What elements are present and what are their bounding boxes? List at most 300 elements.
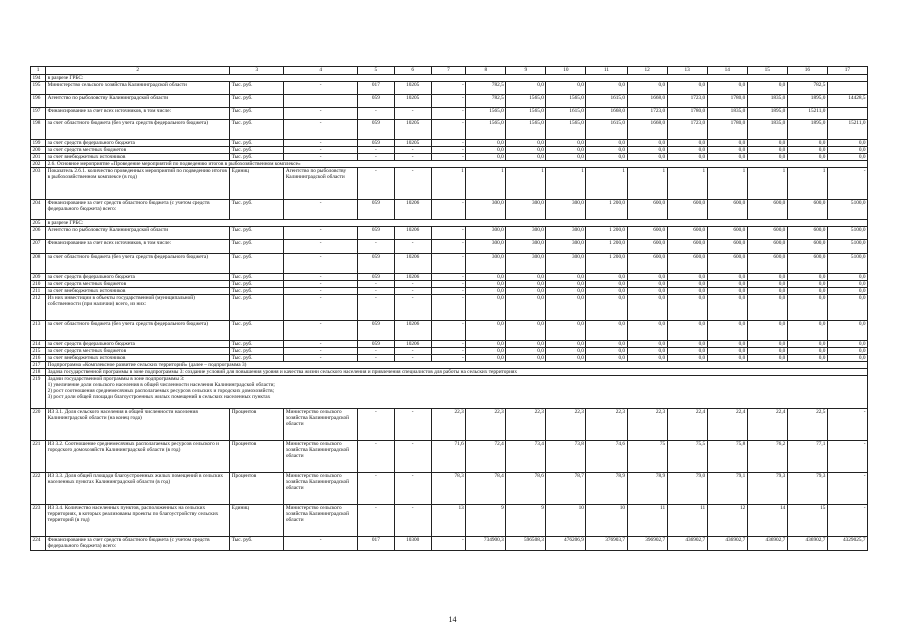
indicator-name-cell: Показатель 2.6.1. количество проведенных мероприятий по подведению итогов в рыбохозяйственном комплексе (в год) xyxy=(46,168,230,200)
section-heading: Задача государственной программы в зоне подпрограммы 3: создание условий для повышения уровня и качества жизни сельского населения и привлечения специалистов для работы на сельских территориях xyxy=(46,369,868,376)
table-row xyxy=(31,147,868,154)
value-cell: 0,0 xyxy=(546,295,586,321)
base-value-cell: - xyxy=(431,200,466,220)
value-cell: 0,0 xyxy=(667,140,707,147)
value-cell: 1 xyxy=(787,168,827,200)
value-cell: 1 200,0 xyxy=(586,200,627,220)
table-row xyxy=(31,341,868,348)
value-cell: 76,2 xyxy=(747,441,787,473)
row-number: 212 xyxy=(31,295,46,321)
total-cell: - xyxy=(827,168,867,200)
table-row xyxy=(31,355,868,362)
base-value-cell: - xyxy=(431,341,466,348)
indicator-name-cell: Финансирование за счет всех источников, в том числе: xyxy=(46,240,230,254)
value-cell: 0,0 xyxy=(506,147,546,154)
program-table xyxy=(30,66,868,551)
unit-cell: Тыс. руб. xyxy=(230,355,284,362)
table-row xyxy=(31,254,868,274)
value-cell: 600,0 xyxy=(787,240,827,254)
indicator-name-cell: за счет средств местных бюджетов xyxy=(46,147,230,154)
value-cell: 22,3 xyxy=(506,409,546,441)
base-value-cell: - xyxy=(431,254,466,274)
value-cell: 1565,0 xyxy=(546,95,586,108)
indicator-name-cell: Министерство сельского хозяйства Калининградской области xyxy=(46,82,230,95)
indicator-name-cell: ИЗ 3.2. Соотношение среднемесячных располагаемых ресурсов сельского и городского домохозяйств Калининградской области (в год) xyxy=(46,441,230,473)
table-row xyxy=(31,409,868,441)
value-cell: 300,0 xyxy=(466,200,506,220)
value-cell: 0,0 xyxy=(627,82,667,95)
value-cell: 0,0 xyxy=(667,295,707,321)
value-cell: 0,0 xyxy=(667,288,707,295)
grbs-code-cell: 059 xyxy=(357,140,394,147)
value-cell: 0,0 xyxy=(747,140,787,147)
value-cell: 0,0 xyxy=(747,355,787,362)
grbs-code-cell: - xyxy=(357,281,394,288)
value-cell: 0,0 xyxy=(546,147,586,154)
value-cell: 78,9 xyxy=(586,473,627,505)
row-number: 202 xyxy=(31,161,46,168)
value-cell: 1835,0 xyxy=(707,108,747,120)
unit-cell: Тыс. руб. xyxy=(230,95,284,108)
value-cell: 300,0 xyxy=(506,240,546,254)
row-number: 223 xyxy=(31,505,46,537)
section-heading: в разрезе ГРБС: xyxy=(46,75,868,82)
value-cell: 1 xyxy=(546,168,586,200)
budget-code-cell: 10206 xyxy=(394,341,431,348)
executor-cell: - xyxy=(284,227,358,240)
table-row xyxy=(31,161,868,168)
value-cell: 300,0 xyxy=(546,240,586,254)
total-cell: 0,0 xyxy=(827,154,867,161)
value-cell: 1615,0 xyxy=(546,108,586,120)
value-cell: 0,0 xyxy=(506,281,546,288)
row-number: 211 xyxy=(31,288,46,295)
table-row xyxy=(31,140,868,147)
row-number: 197 xyxy=(31,108,46,120)
value-cell: 0,0 xyxy=(586,140,627,147)
unit-cell: Процентов xyxy=(230,441,284,473)
executor-cell: - xyxy=(284,200,358,220)
column-number: 3 xyxy=(230,67,284,75)
value-cell: 600,0 xyxy=(707,240,747,254)
unit-cell: Тыс. руб. xyxy=(230,295,284,321)
budget-code-cell: - xyxy=(394,355,431,362)
value-cell: 1615,0 xyxy=(586,95,627,108)
value-cell: 0,0 xyxy=(707,154,747,161)
value-cell: 0,0 xyxy=(787,341,827,348)
base-value-cell: - xyxy=(431,82,466,95)
value-cell: 300,0 xyxy=(466,227,506,240)
unit-cell: Тыс. руб. xyxy=(230,341,284,348)
total-cell: 0,0 xyxy=(827,341,867,348)
value-cell: 79,3 xyxy=(747,473,787,505)
value-cell: 12 xyxy=(707,505,747,537)
grbs-code-cell: - xyxy=(357,154,394,161)
budget-code-cell: - xyxy=(394,295,431,321)
grbs-code-cell: - xyxy=(357,288,394,295)
value-cell: 0,0 xyxy=(506,154,546,161)
grbs-code-cell: - xyxy=(357,295,394,321)
indicator-name-cell: Финансирование за счет средств областного бюджета (с учетом средств федерального бюджета) всего: xyxy=(46,200,230,220)
value-cell: 476206,9 xyxy=(546,537,586,551)
budget-code-cell: 10206 xyxy=(394,274,431,281)
total-cell: 5100,0 xyxy=(827,227,867,240)
row-number: 215 xyxy=(31,348,46,355)
indicator-name-cell: Финансирование за счет всех источников, в том числе: xyxy=(46,108,230,120)
value-cell: 0,0 xyxy=(707,355,747,362)
table-row xyxy=(31,168,868,200)
total-cell: 4329025,7 xyxy=(827,537,867,551)
unit-cell: Процентов xyxy=(230,473,284,505)
value-cell: 0,0 xyxy=(546,321,586,341)
row-number: 220 xyxy=(31,409,46,441)
column-number: 9 xyxy=(506,67,546,75)
value-cell: 22,4 xyxy=(667,409,707,441)
value-cell: 0,0 xyxy=(466,147,506,154)
value-cell: 300,0 xyxy=(546,200,586,220)
total-cell: 0,0 xyxy=(827,295,867,321)
row-number: 219 xyxy=(31,376,46,409)
value-cell: 0,0 xyxy=(787,321,827,341)
value-cell: 79,3 xyxy=(787,473,827,505)
value-cell: 1780,0 xyxy=(707,120,747,140)
value-cell: 0,0 xyxy=(546,341,586,348)
base-value-cell: - xyxy=(431,154,466,161)
base-value-cell: - xyxy=(431,355,466,362)
value-cell: 73,8 xyxy=(546,441,586,473)
budget-code-cell: - xyxy=(394,348,431,355)
budget-code-cell: 10205 xyxy=(394,82,431,95)
executor-cell: - xyxy=(284,274,358,281)
value-cell: 300,0 xyxy=(506,200,546,220)
total-cell: - xyxy=(827,441,867,473)
total-cell: - xyxy=(827,409,867,441)
value-cell: 0,0 xyxy=(747,348,787,355)
unit-cell: Тыс. руб. xyxy=(230,82,284,95)
base-value-cell: - xyxy=(431,240,466,254)
value-cell: 0,0 xyxy=(546,288,586,295)
value-cell: 0,0 xyxy=(506,274,546,281)
executor-cell: - xyxy=(284,348,358,355)
value-cell: 0,0 xyxy=(466,281,506,288)
value-cell: 0,0 xyxy=(586,355,627,362)
value-cell: 78,7 xyxy=(546,473,586,505)
total-cell: 5100,0 xyxy=(827,240,867,254)
base-value-cell: 78,3 xyxy=(431,473,466,505)
table-body xyxy=(31,67,868,551)
value-cell: 0,0 xyxy=(506,295,546,321)
row-number: 213 xyxy=(31,321,46,341)
value-cell: 0,0 xyxy=(546,281,586,288)
grbs-code-cell: 059 xyxy=(357,254,394,274)
value-cell: 0,0 xyxy=(667,321,707,341)
executor-cell: - xyxy=(284,108,358,120)
table-row xyxy=(31,362,868,369)
value-cell: 0,0 xyxy=(466,154,506,161)
value-cell: 0,0 xyxy=(787,348,827,355)
budget-code-cell: - xyxy=(394,108,431,120)
executor-cell: - xyxy=(284,281,358,288)
header-row xyxy=(31,67,868,75)
indicator-name-cell: за счет средств местных бюджетов xyxy=(46,281,230,288)
column-number: 10 xyxy=(546,67,586,75)
grbs-code-cell: - xyxy=(357,147,394,154)
budget-code-cell: 10206 xyxy=(394,321,431,341)
value-cell: 1 200,0 xyxy=(586,227,627,240)
unit-cell: Тыс. руб. xyxy=(230,348,284,355)
executor-cell: - xyxy=(284,288,358,295)
total-cell xyxy=(827,108,867,120)
value-cell: 0,0 xyxy=(707,288,747,295)
value-cell: 1565,0 xyxy=(546,120,586,140)
value-cell: 0,0 xyxy=(667,274,707,281)
row-number: 194 xyxy=(31,75,46,82)
base-value-cell: - xyxy=(431,281,466,288)
value-cell: 14 xyxy=(747,505,787,537)
value-cell: 0,0 xyxy=(506,288,546,295)
value-cell: 22,4 xyxy=(747,409,787,441)
value-cell: 11 xyxy=(667,505,707,537)
grbs-code-cell: - xyxy=(357,168,394,200)
value-cell: 15 xyxy=(787,505,827,537)
unit-cell: Тыс. руб. xyxy=(230,321,284,341)
table-row xyxy=(31,348,868,355)
value-cell: 78,9 xyxy=(627,473,667,505)
table-row xyxy=(31,281,868,288)
value-cell: 10 xyxy=(586,505,627,537)
section-heading: 2.6. Основное мероприятие «Проведение мероприятий по подведению итогов в рыбохозяйственном комплексе» xyxy=(46,161,868,168)
table-row xyxy=(31,441,868,473)
total-cell: 15211,0 xyxy=(827,120,867,140)
value-cell: 9 xyxy=(506,505,546,537)
executor-cell: - xyxy=(284,240,358,254)
value-cell: 0,0 xyxy=(747,147,787,154)
budget-code-cell: - xyxy=(394,240,431,254)
executor-cell: - xyxy=(284,355,358,362)
value-cell: 22,3 xyxy=(466,409,506,441)
value-cell: 1 xyxy=(466,168,506,200)
base-value-cell: 71,6 xyxy=(431,441,466,473)
value-cell: 1565,0 xyxy=(466,108,506,120)
value-cell: 1 xyxy=(627,168,667,200)
table-row xyxy=(31,227,868,240)
indicator-name-cell: ИЗ 3.1. Доля сельского населения в общей численности населения Калининградской области (на конец года) xyxy=(46,409,230,441)
column-number: 1 xyxy=(31,67,46,75)
value-cell: 0,0 xyxy=(787,355,827,362)
value-cell: 1565,0 xyxy=(506,95,546,108)
row-number: 208 xyxy=(31,254,46,274)
indicator-name-cell: за счет областного бюджета (без учета средств федерального бюджета) xyxy=(46,120,230,140)
row-number: 196 xyxy=(31,95,46,108)
value-cell: 300,0 xyxy=(506,254,546,274)
base-value-cell: - xyxy=(431,108,466,120)
executor-cell: - xyxy=(284,147,358,154)
value-cell: 0,0 xyxy=(466,355,506,362)
base-value-cell: 22,3 xyxy=(431,409,466,441)
budget-code-cell: - xyxy=(394,147,431,154)
table-row xyxy=(31,288,868,295)
value-cell: 0,0 xyxy=(667,281,707,288)
value-cell: 22,3 xyxy=(586,409,627,441)
unit-cell: Тыс. руб. xyxy=(230,281,284,288)
executor-cell: - xyxy=(284,254,358,274)
base-value-cell: - xyxy=(431,288,466,295)
table-row xyxy=(31,295,868,321)
value-cell: 0,0 xyxy=(747,274,787,281)
row-number: 206 xyxy=(31,227,46,240)
unit-cell: Тыс. руб. xyxy=(230,108,284,120)
grbs-code-cell: - xyxy=(357,409,394,441)
value-cell: 600,0 xyxy=(627,227,667,240)
value-cell: 600,0 xyxy=(787,254,827,274)
budget-code-cell: - xyxy=(394,288,431,295)
value-cell: 72,4 xyxy=(466,441,506,473)
indicator-name-cell: за счет областного бюджета (без учета средств федерального бюджета) xyxy=(46,254,230,274)
column-number: 12 xyxy=(627,67,667,75)
grbs-code-cell: 017 xyxy=(357,537,394,551)
value-cell: 600,0 xyxy=(747,254,787,274)
unit-cell: Тыс. руб. xyxy=(230,140,284,147)
value-cell: 0,0 xyxy=(787,274,827,281)
value-cell: 0,0 xyxy=(667,147,707,154)
value-cell: 0,0 xyxy=(627,140,667,147)
grbs-code-cell: 059 xyxy=(357,321,394,341)
value-cell: 1723,0 xyxy=(667,95,707,108)
value-cell: 77,1 xyxy=(787,441,827,473)
value-cell: 600,0 xyxy=(667,254,707,274)
column-number: 16 xyxy=(787,67,827,75)
budget-code-cell: 10300 xyxy=(394,537,431,551)
value-cell: 0,0 xyxy=(586,288,627,295)
value-cell: 0,0 xyxy=(787,288,827,295)
executor-cell: Министерство сельского хозяйства Калининградской области xyxy=(284,505,358,537)
value-cell: 1895,0 xyxy=(747,108,787,120)
row-number: 199 xyxy=(31,140,46,147)
value-cell: 75,5 xyxy=(667,441,707,473)
value-cell: 0,0 xyxy=(586,295,627,321)
value-cell: 74,6 xyxy=(586,441,627,473)
value-cell: 0,0 xyxy=(787,140,827,147)
grbs-code-cell: 017 xyxy=(357,82,394,95)
base-value-cell: - xyxy=(431,274,466,281)
value-cell: 0,0 xyxy=(627,281,667,288)
row-number: 216 xyxy=(31,355,46,362)
value-cell: 0,0 xyxy=(707,281,747,288)
value-cell: 0,0 xyxy=(627,341,667,348)
value-cell: 0,0 xyxy=(747,341,787,348)
value-cell: 78,4 xyxy=(466,473,506,505)
value-cell: 0,0 xyxy=(506,321,546,341)
table-row xyxy=(31,82,868,95)
table-row xyxy=(31,321,868,341)
value-cell: 0,0 xyxy=(546,82,586,95)
row-number: 198 xyxy=(31,120,46,140)
value-cell: 0,0 xyxy=(747,154,787,161)
base-value-cell: 1 xyxy=(431,168,466,200)
value-cell: 600,0 xyxy=(667,200,707,220)
value-cell: 600,0 xyxy=(787,227,827,240)
row-number: 210 xyxy=(31,281,46,288)
base-value-cell: - xyxy=(431,295,466,321)
value-cell: 0,0 xyxy=(707,295,747,321)
value-cell: 1895,0 xyxy=(787,120,827,140)
value-cell: 15211,0 xyxy=(787,108,827,120)
table-row xyxy=(31,95,868,108)
column-number: 14 xyxy=(707,67,747,75)
grbs-code-cell: 059 xyxy=(357,341,394,348)
row-number: 207 xyxy=(31,240,46,254)
value-cell: 436902,7 xyxy=(787,537,827,551)
table-row xyxy=(31,537,868,551)
row-number: 221 xyxy=(31,441,46,473)
table-row xyxy=(31,108,868,120)
value-cell: 600,0 xyxy=(627,254,667,274)
indicator-name-cell: за счет областного бюджета (без учета средств федерального бюджета) xyxy=(46,321,230,341)
indicator-name-cell: за счет средств федерального бюджета xyxy=(46,341,230,348)
value-cell: 0,0 xyxy=(707,348,747,355)
value-cell: 0,0 xyxy=(586,281,627,288)
value-cell: 75,8 xyxy=(707,441,747,473)
indicator-name-cell: за счет средств местных бюджетов xyxy=(46,348,230,355)
value-cell: 1 xyxy=(667,168,707,200)
table-row xyxy=(31,75,868,82)
row-number: 203 xyxy=(31,168,46,200)
value-cell: 0,0 xyxy=(747,288,787,295)
grbs-code-cell: 059 xyxy=(357,274,394,281)
value-cell: 79,0 xyxy=(667,473,707,505)
total-cell xyxy=(827,82,867,95)
value-cell: 0,0 xyxy=(466,274,506,281)
value-cell: 1895,0 xyxy=(787,95,827,108)
executor-cell: - xyxy=(284,120,358,140)
value-cell: 0,0 xyxy=(627,274,667,281)
value-cell: 0,0 xyxy=(586,82,627,95)
indicator-name-cell: за счет внебюджетных источников xyxy=(46,355,230,362)
base-value-cell: - xyxy=(431,321,466,341)
value-cell: 600,0 xyxy=(667,227,707,240)
value-cell: 0,0 xyxy=(667,348,707,355)
total-cell: 0,0 xyxy=(827,348,867,355)
table-row xyxy=(31,369,868,376)
unit-cell: Тыс. руб. xyxy=(230,154,284,161)
base-value-cell: - xyxy=(431,120,466,140)
value-cell: 1 xyxy=(747,168,787,200)
base-value-cell: - xyxy=(431,537,466,551)
section-heading: в разрезе ГРБС: xyxy=(46,220,868,227)
table-row xyxy=(31,120,868,140)
value-cell: 1835,0 xyxy=(747,95,787,108)
value-cell: 1668,0 xyxy=(627,120,667,140)
column-number: 7 xyxy=(431,67,466,75)
budget-code-cell: - xyxy=(394,281,431,288)
value-cell: 0,0 xyxy=(506,140,546,147)
indicator-name-cell: за счет средств федерального бюджета xyxy=(46,140,230,147)
table-row xyxy=(31,473,868,505)
value-cell: 0,0 xyxy=(586,321,627,341)
value-cell: 0,0 xyxy=(747,82,787,95)
executor-cell: - xyxy=(284,154,358,161)
value-cell: 600,0 xyxy=(707,254,747,274)
value-cell: 1565,0 xyxy=(506,108,546,120)
document-sheet xyxy=(30,66,868,551)
value-cell: 0,0 xyxy=(546,154,586,161)
grbs-code-cell: - xyxy=(357,441,394,473)
value-cell: 0,0 xyxy=(586,154,627,161)
executor-cell: - xyxy=(284,140,358,147)
total-cell: 0,0 xyxy=(827,140,867,147)
executor-cell: Агентство по рыболовству Калининградской области xyxy=(284,168,358,200)
value-cell: 300,0 xyxy=(466,254,506,274)
